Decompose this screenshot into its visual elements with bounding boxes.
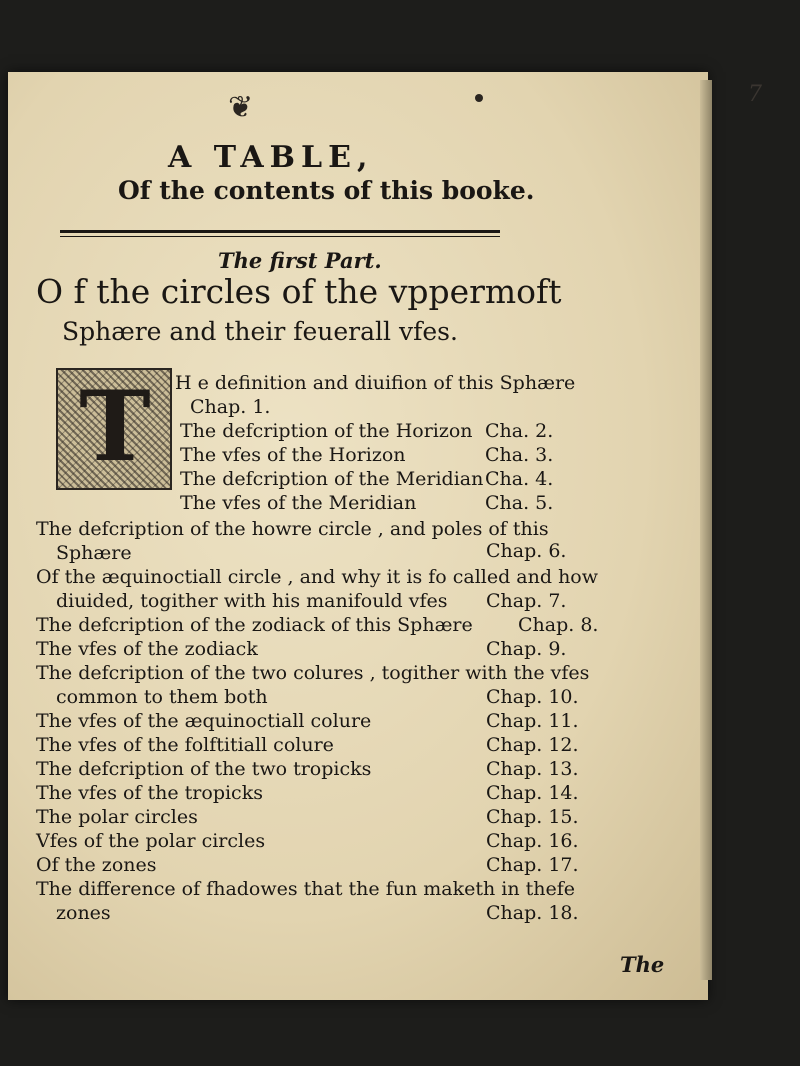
- chapter-ref: Chap. 10.: [486, 686, 579, 708]
- chapter-ref: Chap. 14.: [486, 782, 579, 804]
- chapter-ref: Chap. 13.: [486, 758, 579, 780]
- list-item: The vfes of the Meridian: [180, 492, 417, 514]
- list-item: Of the zones: [36, 854, 157, 876]
- chapter-ref: Chap. 11.: [486, 710, 579, 732]
- list-item: Chap. 1.: [190, 396, 271, 418]
- list-item: common to them both: [56, 686, 268, 708]
- catchword: The: [620, 952, 665, 977]
- list-item: Vfes of the polar circles: [36, 830, 266, 852]
- chapter-ref: Chap. 15.: [486, 806, 579, 828]
- page-title: A TABLE,: [168, 140, 374, 175]
- list-item: The vfes of the zodiack: [36, 638, 258, 660]
- chapter-ref: Chap. 8.: [518, 614, 599, 636]
- chapter-ref: Chap. 6.: [486, 540, 567, 562]
- initial-letter: T: [79, 370, 151, 483]
- list-item: diuided, togither with his manifould vfes: [56, 590, 448, 612]
- list-item: The defcription of the Meridian: [180, 468, 484, 490]
- list-item: H e definition and diuifion of this Sphære: [175, 372, 576, 394]
- chapter-ref: Chap. 17.: [486, 854, 579, 876]
- list-item: Of the æquinoctiall circle , and why it is fo called and how: [36, 566, 599, 588]
- section-heading-line-1: O f the circles of the vppermoft: [36, 272, 562, 311]
- list-item: The vfes of the Horizon: [180, 444, 406, 466]
- list-item: The vfes of the æquinoctiall colure: [36, 710, 372, 732]
- list-item: The defcription of the howre circle , and poles of this: [36, 518, 549, 540]
- list-item: The defcription of the zodiack of this Sphære: [36, 614, 473, 636]
- chapter-ref: Chap. 7.: [486, 590, 567, 612]
- list-item: The vfes of the tropicks: [36, 782, 263, 804]
- chapter-ref: Cha. 2.: [485, 420, 554, 442]
- part-label: The first Part.: [218, 248, 382, 273]
- chapter-ref: Chap. 12.: [486, 734, 579, 756]
- list-item: The difference of fhadowes that the fun maketh in thefe: [36, 878, 576, 900]
- list-item: The defcription of the two tropicks: [36, 758, 372, 780]
- list-item: Sphære: [56, 542, 132, 564]
- chapter-ref: Cha. 4.: [485, 468, 554, 490]
- chapter-ref: Chap. 9.: [486, 638, 567, 660]
- chapter-ref: Chap. 16.: [486, 830, 579, 852]
- list-item: The vfes of the folftitiall colure: [36, 734, 334, 756]
- page-edge: [700, 80, 712, 980]
- list-item: The defcription of the two colures , togither with the vfes: [36, 662, 590, 684]
- list-item: zones: [56, 902, 111, 924]
- chapter-ref: Cha. 3.: [485, 444, 554, 466]
- list-item: The defcription of the Horizon: [180, 420, 473, 442]
- page-subtitle: Of the contents of this booke.: [118, 176, 535, 205]
- chapter-ref: Chap. 18.: [486, 902, 579, 924]
- section-heading-line-2: Sphære and their feuerall vfes.: [62, 317, 458, 346]
- list-item: The polar circles: [36, 806, 198, 828]
- fleuron-icon: ❦: [228, 90, 254, 125]
- chapter-ref: Cha. 5.: [485, 492, 554, 514]
- page-number: 7: [748, 82, 762, 107]
